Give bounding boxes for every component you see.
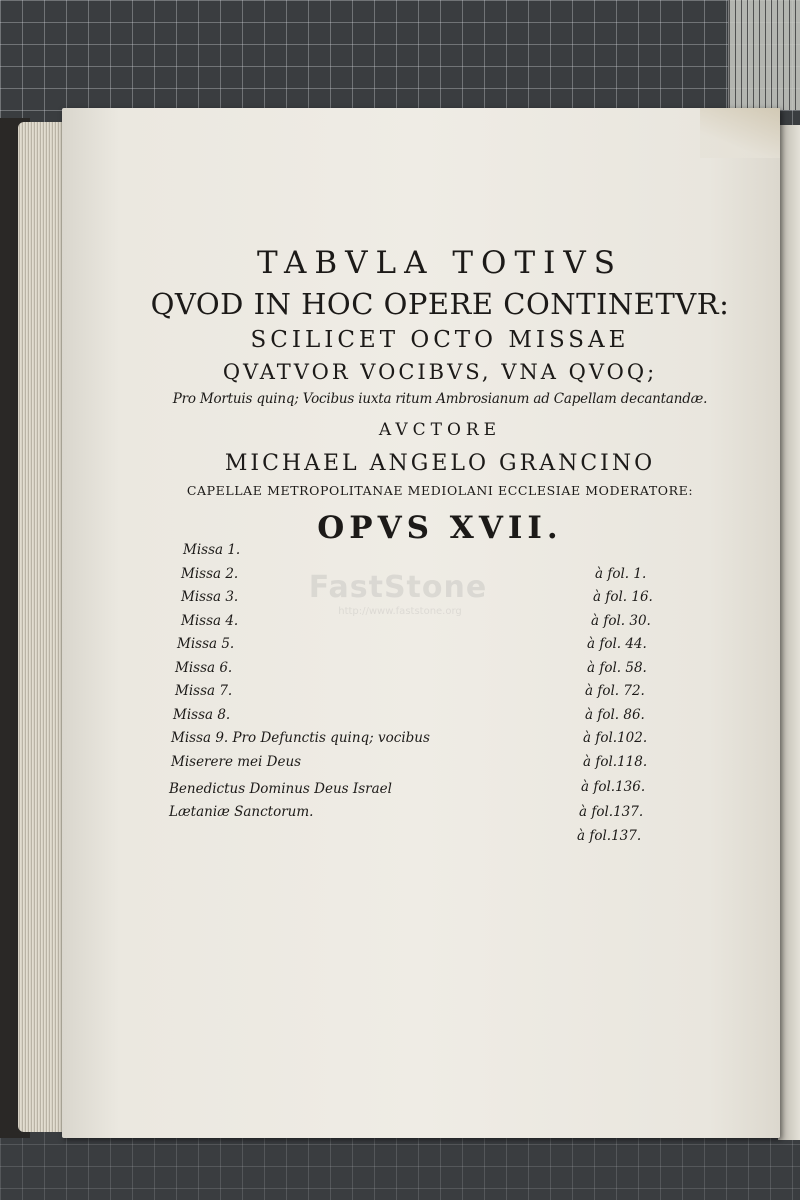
toc-label: Missa 3. [181,589,239,605]
toc-label: Missa 8. [173,706,231,723]
toc-ref: à fol. 30. [591,612,651,629]
author-name: MICHAEL ANGELO GRANCINO [224,451,656,476]
toc-label: Benedictus Dominus Deus Israel [169,781,392,797]
title-block [150,240,730,554]
toc-ref: à fol.118. [583,753,648,770]
table-of-contents [165,542,665,851]
title-line-2: QVOD IN HOC OPERE CONTINETVR: [150,287,730,321]
author-position: CAPELLAE METROPOLITANAE MEDIOLANI ECCLESIAE MODERATORE: [186,483,694,498]
toc-extra-row [165,828,665,852]
toc-ref: à fol.102. [583,730,648,746]
toc-row [165,804,665,828]
toc-ref: à fol. 1. [595,565,647,582]
toc-label: Missa 1. [183,542,241,558]
toc-label: Miserere mei Deus [171,753,302,770]
opus-number: OPVS XVII. [317,510,563,546]
toc-label: Missa 5. [177,636,235,652]
toc-label: Missa 4. [181,612,239,629]
title-line-1: TABVLA TOTIVS [256,245,623,281]
toc-label: Missa 7. [175,683,233,699]
toc-label: Lætaniæ Sanctorum. [169,804,314,820]
toc-ref: à fol.137. [579,804,644,820]
toc-row [165,589,665,613]
toc-ref: à fol. 16. [593,589,653,605]
toc-row [165,566,665,590]
toc-ref: à fol. 86. [585,706,645,723]
title-line-5: Pro Mortuis quinq; Vocibus iuxta ritum Ambrosianum ad Capellam decantandæ. [172,391,708,407]
adjacent-page-edge [778,125,800,1140]
cutting-mat-top [0,0,800,125]
toc-row [165,707,665,731]
toc-ref: à fol. 58. [587,659,647,676]
toc-row [165,683,665,707]
toc-label: Missa 6. [175,659,233,676]
toc-ref: à fol.136. [581,779,646,795]
toc-ref: à fol. 44. [587,636,647,652]
title-line-4: QVATVOR VOCIBVS, VNA QVOQ; [222,360,658,384]
ruler [728,0,800,110]
toc-row [165,542,665,566]
toc-label: Missa 9. Pro Defunctis quinq; vocibus [171,730,430,746]
toc-row [165,613,665,637]
watermark: FastStone [308,570,488,605]
toc-row [165,636,665,660]
toc-extra-ref: à fol.137. [577,827,642,844]
toc-row [165,777,665,804]
toc-label: Missa 2. [181,565,239,582]
toc-row [165,660,665,684]
author-label: AVCTORE [378,420,502,440]
page-corner-stain [700,108,780,158]
title-line-3: SCILICET OCTO MISSAE [250,327,630,353]
toc-ref: à fol. 72. [585,683,645,699]
toc-row [165,754,665,778]
toc-row [165,730,665,754]
watermark-url: http://www.faststone.org [338,606,462,617]
